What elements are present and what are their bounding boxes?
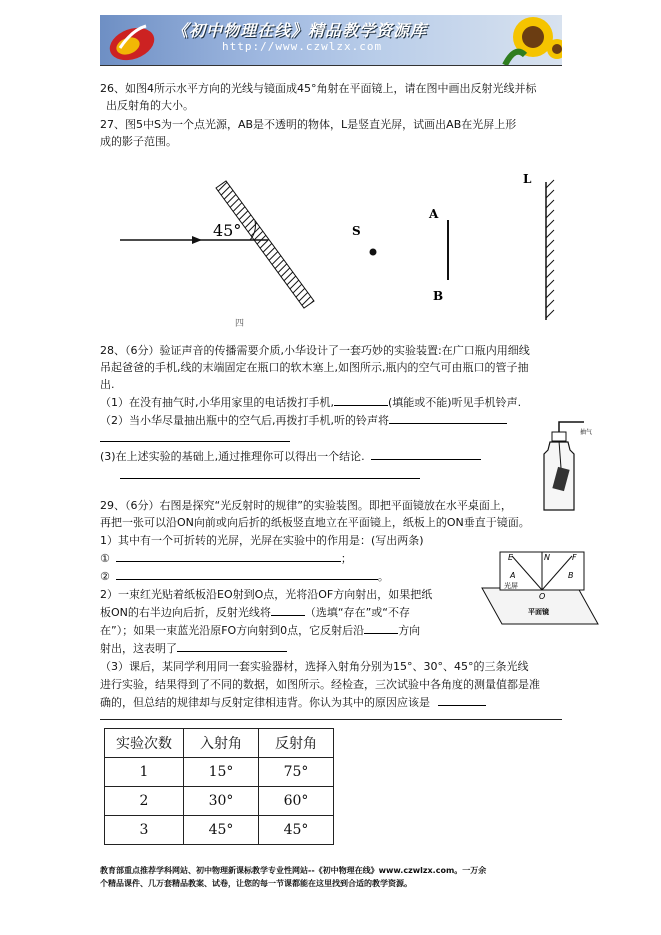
table-cell: 15° [184,758,259,787]
q29-item1-end: ； [340,552,352,565]
pump-label: 抽气 [580,429,593,436]
q28-sub1-a: （1）在没有抽气时,小华用家里的电话拨打手机, [100,396,334,409]
ray-arrow-icon [192,236,202,244]
q29-blank-direction[interactable] [364,622,398,634]
footer-line2: 个精品课件、几万套精品教案、试卷，让您的每一节课都能在这里找到合适的教学资源。 [100,879,412,888]
q26-line1: 26、如图4所示水平方向的光线与镜面成45°角射在平面镜上，请在图中画出反射光线并标 [100,82,537,95]
q26-line2: 出反射角的大小。 [106,99,194,112]
fig-caption-fragment: 四 [235,319,245,329]
q28-blank3[interactable] [371,448,481,460]
q28-blank3-cont[interactable] [120,478,420,479]
q29-sub2-line2 [100,604,410,621]
q27-line1: 27、图5中S为一个点光源，AB是不透明的物体，L是竖直光屏，试画出AB在光屏上形 [100,118,517,131]
q29-sub2-line4-text: 射出，这表明了 [100,642,177,655]
label-a: A [429,207,439,221]
fig-label-n: N [544,553,550,562]
q28-blank2-cont[interactable] [100,441,290,442]
footer-line1: 教育部重点推荐学科网站、初中物理新课标教学专业性网站--《初中物理在线》www.czwlzx.com。一万余 [100,866,487,875]
q29-item2-end: 。 [377,570,389,583]
banner-url[interactable]: http://www.czwlzx.com [222,40,383,53]
data-table [104,728,334,845]
q28-blank2[interactable] [389,412,507,424]
plane-mirror [216,181,314,308]
q29-sub3-line2: 进行实验，结果得到了不同的数据，如图所示。经检查，三次试验中各角度的测量值都是准 [100,678,540,691]
q29-blank-item1[interactable] [116,550,341,562]
table-header-row [105,729,334,758]
q29-item2 [100,568,389,585]
q29-item2-marker: ② [100,570,110,583]
table-cell: 2 [105,787,184,816]
q29-sub3-line1: （3）课后，某同学利用同一套实验器材，选择入射角分别为15°、30°、45°的三条光线 [100,660,529,673]
fig-label-o: O [539,592,546,601]
table-cell: 45° [259,816,334,845]
q29-sub2-line3a: 在”）；如果一束蓝光沿原FO方向射到0点，它反射后沿 [100,624,365,637]
q29-sub2-line2b: （选填“存在”或“不存 [304,606,410,619]
fig-label-b: B [568,571,574,580]
q29-blank-conclusion[interactable] [177,640,287,652]
q29-sub2-line3b: 方向 [398,624,421,637]
q29-sub2-line4 [100,640,287,657]
table-cell: 30° [184,787,259,816]
angle-label: 45° [213,221,242,240]
table-cell: 1 [105,758,184,787]
label-b: B [433,289,444,303]
fig-label-mirror: 平面镜 [528,608,549,616]
q28-blank1[interactable] [334,394,388,406]
q29-sub2-line3 [100,622,420,639]
q29-sub3-line3 [100,694,486,711]
q28-line3: 出. [100,378,115,391]
table-cell: 75° [259,758,334,787]
q29-answer-line[interactable] [100,719,562,720]
q29-item1-marker: ① [100,552,110,565]
table-header-cell: 入射角 [184,729,259,758]
q28-sub3 [100,448,481,465]
table-header-cell: 实验次数 [105,729,184,758]
q29-item1 [100,550,352,567]
q28-sub3-text: (3)在上述实验的基础上,通过推理你可以得出一个结论. [100,450,365,463]
label-s: S [352,224,361,238]
q28-sub1-b: (填能或不能)听见手机铃声. [388,396,522,409]
table-header-cell: 反射角 [259,729,334,758]
q29-blank-exist[interactable] [271,604,305,616]
light-screen [546,180,554,320]
q29-line2: 再把一张可以沿ON向前或向后折的纸板竖直地立在平面镜上，纸板上的ON垂直于镜面。 [100,516,530,529]
q29-blank-item2[interactable] [116,568,378,580]
sunflower-icon [495,15,562,65]
table-cell: 3 [105,816,184,845]
data-table-wrap [104,728,334,845]
q28-line1: 28、（6分）验证声音的传播需要介质,小华设计了一套巧妙的实验装置:在广口瓶内用细线 [100,344,530,357]
q28-sub2-text: （2）当小华尽量抽出瓶中的空气后,再拨打手机,听的铃声将 [100,414,389,427]
q29-blank-reason[interactable] [438,694,486,706]
table-cell: 45° [184,816,259,845]
q27-line2: 成的影子范围。 [100,135,177,148]
bottle-figure [540,418,600,516]
q29-line3: 1）其中有一个可折转的光屏，光屏在实验中的作用是：(写出两条) [100,534,424,547]
cork [552,432,566,441]
table-row [105,758,334,787]
label-l: L [523,172,532,186]
point-source [370,249,377,256]
reflection-figure [478,548,602,630]
fig-label-a: A [510,571,516,580]
q28-line2: 吊起爸爸的手机,线的末端固定在瓶口的软木塞上,如图所示,瓶内的空气可由瓶口的管子抽 [100,361,529,374]
q29-sub2-line2a: 板ON的右半边向后折，反射光线将 [100,606,271,619]
q28-sub1 [100,394,521,411]
table-row [105,816,334,845]
fig-label-e: E [508,553,514,562]
q29-sub3-line3-text: 确的，但总结的规律却与反射定律相违背。你认为其中的原因应该是 [100,696,430,709]
fig-label-f: F [572,553,577,562]
q29-line1: 29、（6分）右图是探究“光反射时的规律”的实验装图。即把平面镜放在水平桌面上， [100,499,512,512]
q29-sub2-line1: 2）一束红光贴着纸板沿EO射到O点，光将沿OF方向射出，如果把纸 [100,588,433,601]
logo-icon [106,18,158,62]
table-cell: 60° [259,787,334,816]
figure-4-5 [100,160,562,330]
q28-sub2 [100,412,507,429]
fig-label-screen: 光屏 [504,582,518,590]
banner-title: 《初中物理在线》精品教学资源库 [172,21,428,40]
table-row [105,787,334,816]
